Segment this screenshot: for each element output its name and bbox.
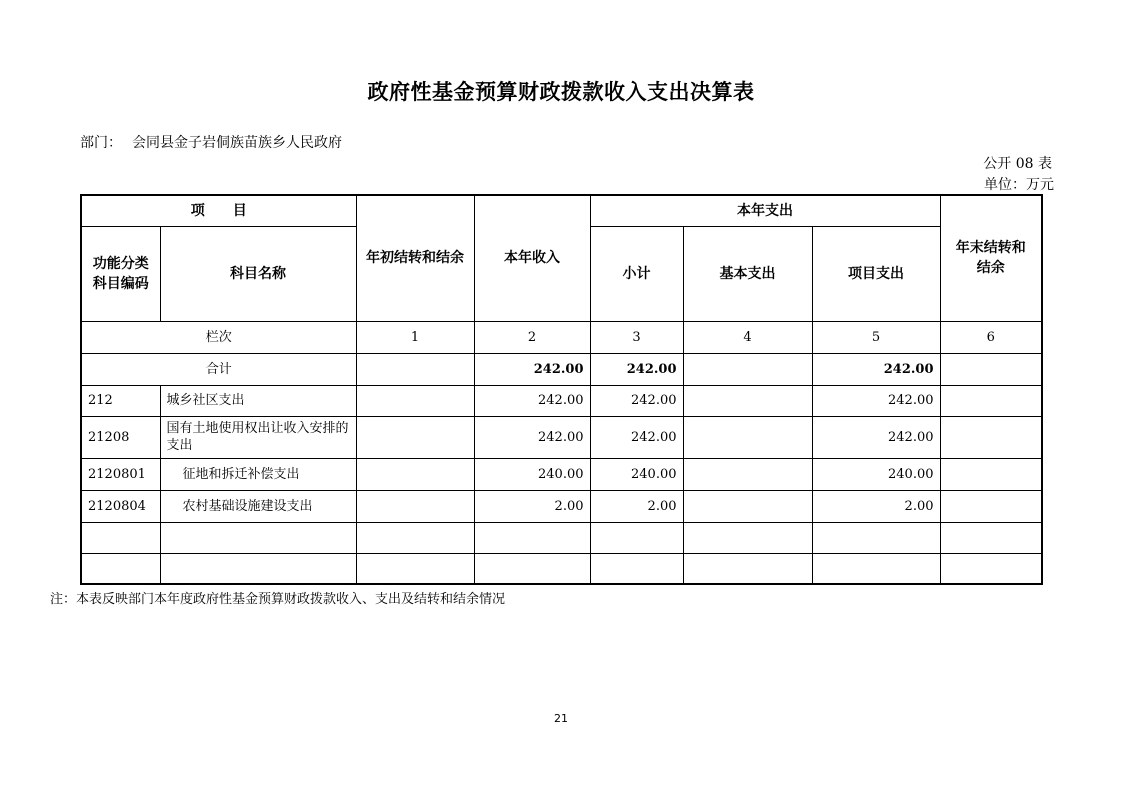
budget-table	[80, 194, 1043, 585]
page-number: 21	[554, 712, 568, 725]
table-row	[81, 458, 1042, 490]
page-title: 政府性基金预算财政拨款收入支出决算表	[367, 80, 755, 104]
row-code	[81, 522, 160, 553]
row-income: 242.00	[474, 416, 590, 458]
row-closing	[940, 458, 1042, 490]
row-basic	[683, 522, 812, 553]
row-subtotal	[590, 522, 683, 553]
header-income: 本年收入	[474, 195, 590, 321]
row-closing	[940, 385, 1042, 416]
row-project: 242.00	[812, 416, 940, 458]
column-index-num: 1	[356, 321, 474, 353]
row-name	[160, 553, 356, 584]
row-name: 农村基础设施建设支出	[160, 490, 356, 522]
total-income: 242.00	[474, 353, 590, 385]
row-closing	[940, 490, 1042, 522]
column-index-num: 2	[474, 321, 590, 353]
row-project: 240.00	[812, 458, 940, 490]
header-opening-balance: 年初结转和结余	[356, 195, 474, 321]
table-number: 公开 08 表	[983, 156, 1052, 172]
row-subtotal	[590, 553, 683, 584]
row-project: 242.00	[812, 385, 940, 416]
row-income: 2.00	[474, 490, 590, 522]
header-basic: 基本支出	[683, 226, 812, 321]
row-basic	[683, 416, 812, 458]
row-subtotal: 242.00	[590, 385, 683, 416]
row-code: 2120804	[81, 490, 160, 522]
row-code	[81, 553, 160, 584]
header-expenditure: 本年支出	[590, 195, 940, 226]
row-basic	[683, 385, 812, 416]
row-income: 240.00	[474, 458, 590, 490]
row-opening	[356, 385, 474, 416]
table-note: 注：本表反映部门本年度政府性基金预算财政拨款收入、支出及结转和结余情况	[50, 592, 506, 607]
row-closing	[940, 553, 1042, 584]
row-opening	[356, 553, 474, 584]
department-line	[80, 132, 342, 152]
row-code: 21208	[81, 416, 160, 458]
row-closing	[940, 522, 1042, 553]
row-project: 2.00	[812, 490, 940, 522]
header-subject-name: 科目名称	[160, 226, 356, 321]
row-subtotal: 242.00	[590, 416, 683, 458]
row-name: 征地和拆迁补偿支出	[160, 458, 356, 490]
total-subtotal: 242.00	[590, 353, 683, 385]
row-opening	[356, 522, 474, 553]
row-code: 212	[81, 385, 160, 416]
table-row	[81, 416, 1042, 458]
total-basic	[683, 353, 812, 385]
total-label: 合计	[81, 353, 356, 385]
column-index-label: 栏次	[81, 321, 356, 353]
row-basic	[683, 490, 812, 522]
row-subtotal: 240.00	[590, 458, 683, 490]
row-opening	[356, 490, 474, 522]
column-index-num: 5	[812, 321, 940, 353]
row-code: 2120801	[81, 458, 160, 490]
row-income	[474, 553, 590, 584]
department-label: 部门：	[80, 135, 122, 151]
row-closing	[940, 416, 1042, 458]
column-index-num: 4	[683, 321, 812, 353]
row-basic	[683, 458, 812, 490]
header-closing-balance: 年末结转和 结余	[940, 195, 1042, 321]
row-project	[812, 553, 940, 584]
department-value: 会同县金子岩侗族苗族乡人民政府	[132, 135, 342, 151]
row-subtotal: 2.00	[590, 490, 683, 522]
total-project: 242.00	[812, 353, 940, 385]
row-name	[160, 522, 356, 553]
total-opening	[356, 353, 474, 385]
row-name: 国有土地使用权出让收入安排的支出	[160, 416, 356, 458]
column-index-num: 6	[940, 321, 1042, 353]
total-row	[81, 353, 1042, 385]
row-income	[474, 522, 590, 553]
row-opening	[356, 416, 474, 458]
row-basic	[683, 553, 812, 584]
row-income: 242.00	[474, 385, 590, 416]
table-row	[81, 490, 1042, 522]
unit-label: 单位：万元	[984, 177, 1054, 193]
row-project	[812, 522, 940, 553]
column-index-num: 3	[590, 321, 683, 353]
total-closing	[940, 353, 1042, 385]
header-subtotal: 小计	[590, 226, 683, 321]
table-row	[81, 522, 1042, 553]
table-row	[81, 385, 1042, 416]
row-opening	[356, 458, 474, 490]
header-item: 项 目	[81, 195, 356, 226]
header-project: 项目支出	[812, 226, 940, 321]
table-row	[81, 553, 1042, 584]
header-func-code: 功能分类 科目编码	[81, 226, 160, 321]
row-name: 城乡社区支出	[160, 385, 356, 416]
column-index-row	[81, 321, 1042, 353]
